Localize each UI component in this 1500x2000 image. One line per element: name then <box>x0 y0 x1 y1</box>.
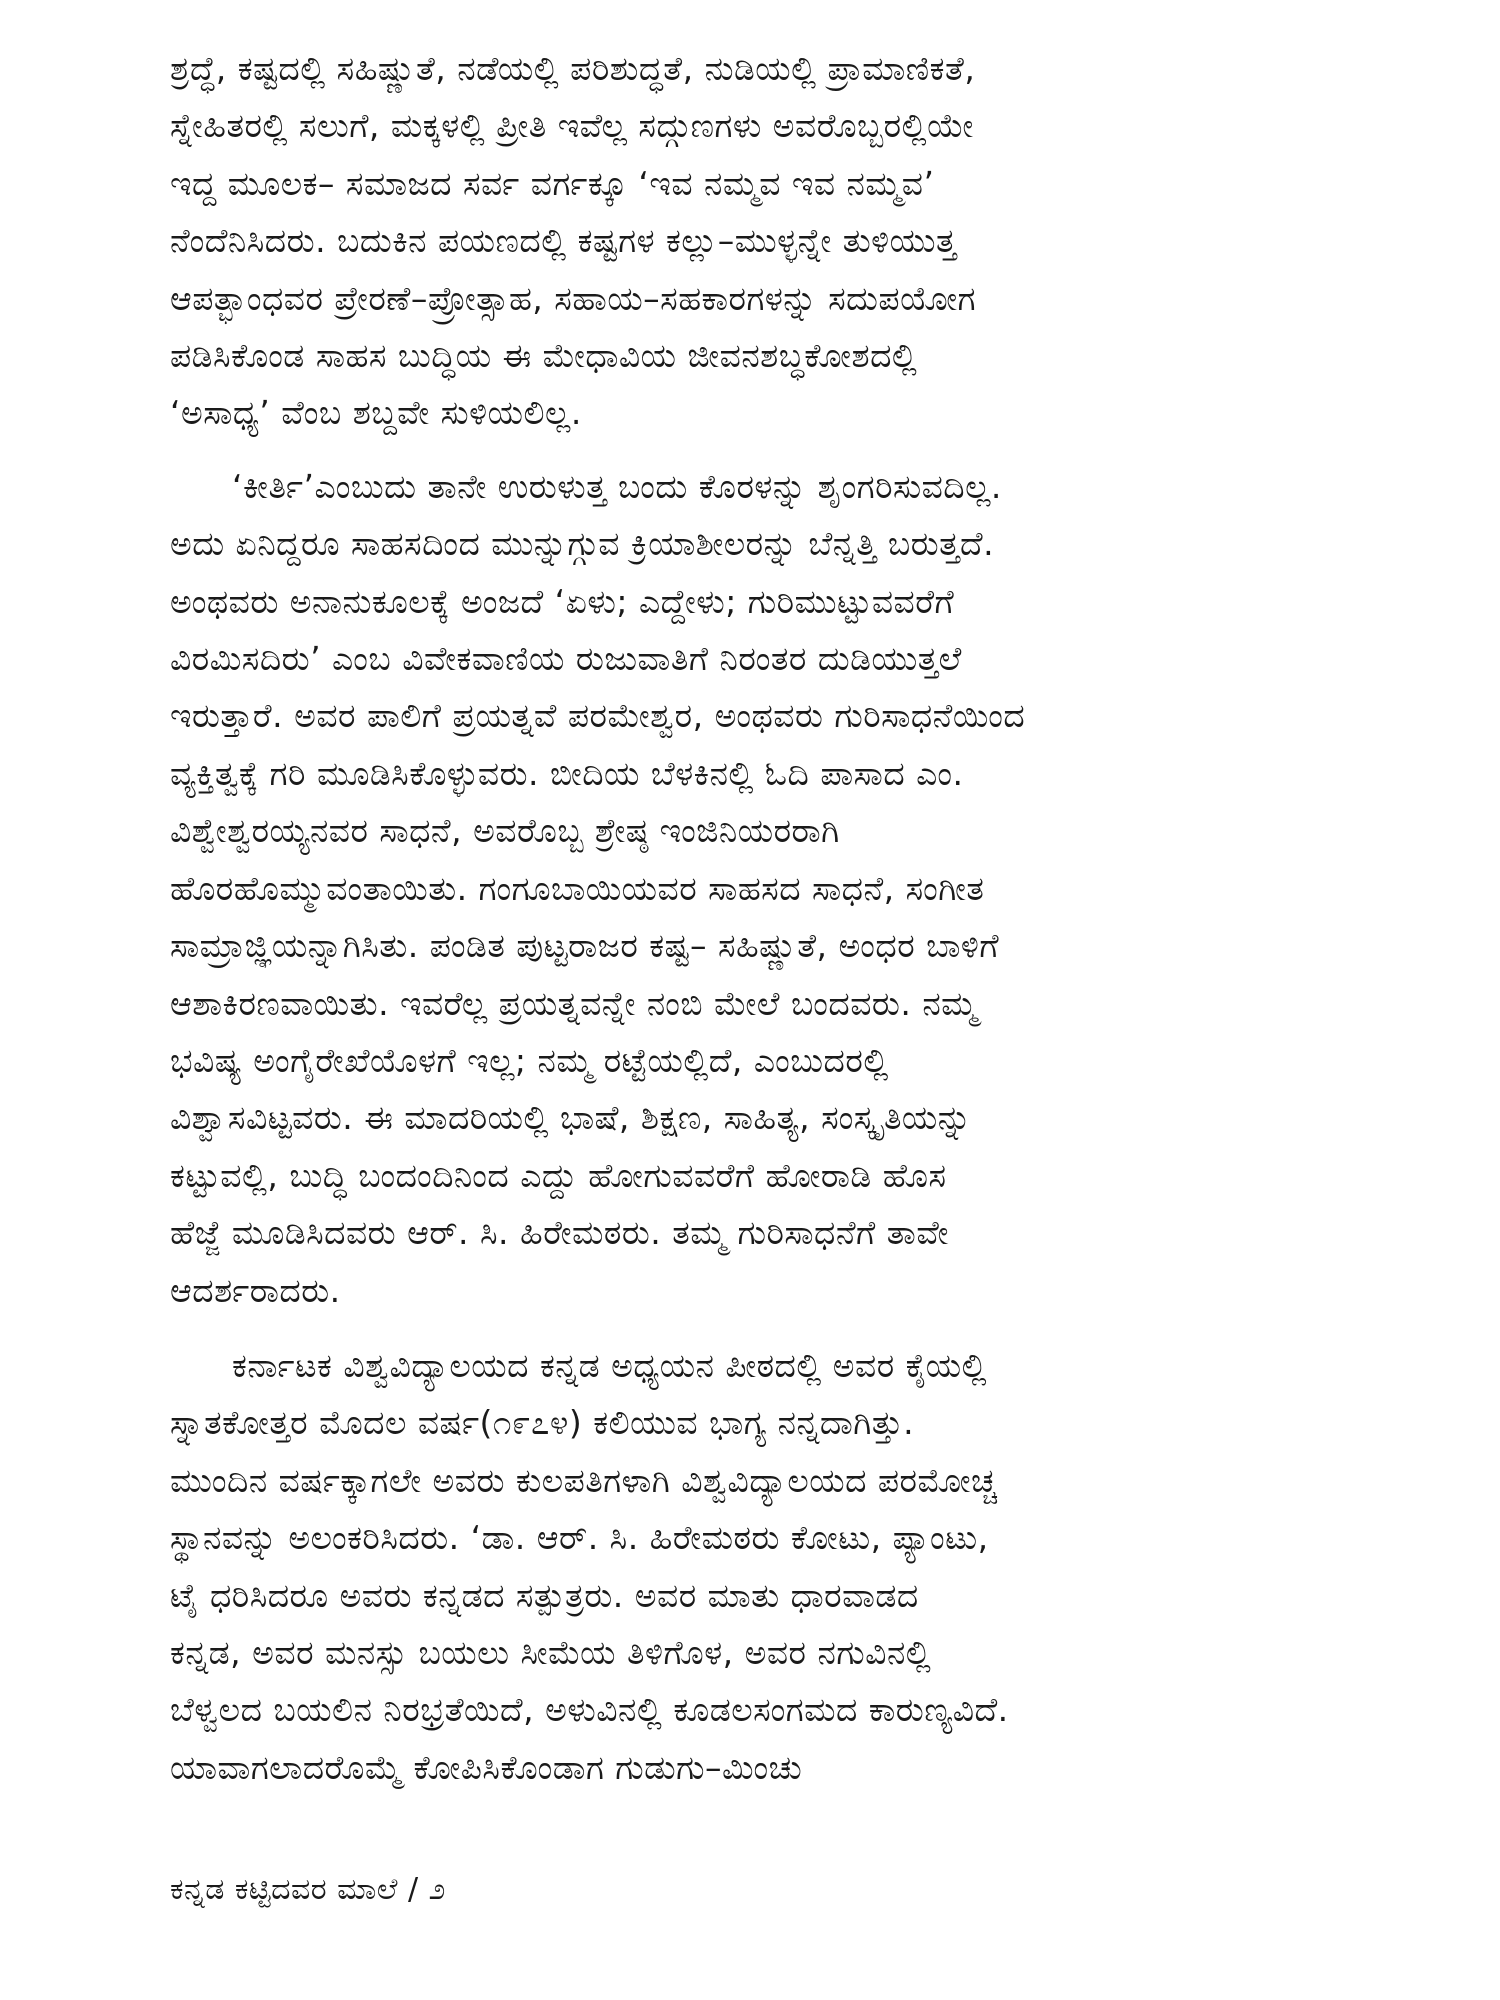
page-footer: ಕನ್ನಡ ಕಟ್ಟಿದವರ ಮಾಲೆ / ೨ <box>170 1872 446 1907</box>
text-line: ಮುಂದಿನ ವರ್ಷಕ್ಕಾಗಲೇ ಅವರು ಕುಲಪತಿಗಳಾಗಿ ವಿಶ್ವವಿದ್ಯಾಲಯದ ಪರಮೋಚ್ಚ <box>170 1460 998 1500</box>
text-line: ಸ್ನಾತಕೋತ್ತರ ಮೊದಲ ವರ್ಷ(೧೯೭೪) ಕಲಿಯುವ ಭಾಗ್ಯ ನನ್ನದಾಗಿತ್ತು. <box>170 1403 915 1443</box>
text-line: ವಿರಮಿಸದಿರು’ ಎಂಬ ವಿವೇಕವಾಣಿಯ ರುಜುವಾತಿಗೆ ನಿರಂತರ ದುಡಿಯುತ್ತಲೆ <box>170 639 962 679</box>
text-line: ಸ್ಥಾನವನ್ನು ಅಲಂಕರಿಸಿದರು. ‘ಡಾ. ಆರ್. ಸಿ. ಹಿರೇಮಠರು ಕೋಟು, ಪ್ಯಾಂಟು, <box>170 1518 989 1558</box>
text-line: ಹೊರಹೊಮ್ಮುವಂತಾಯಿತು. ಗಂಗೂಬಾಯಿಯವರ ಸಾಹಸದ ಸಾಧನೆ, ಸಂಗೀತ <box>170 868 985 908</box>
paragraph-3 <box>170 1337 1330 1796</box>
text-line: ಸಾಮ್ರಾಜ್ಞಿಯನ್ನಾಗಿಸಿತು. ಪಂಡಿತ ಪುಟ್ಟರಾಜರ ಕಷ್ಟ– ಸಹಿಷ್ಣುತೆ, ಅಂಧರ ಬಾಳಿಗೆ <box>170 926 1000 966</box>
body-text <box>170 40 1330 1796</box>
text-line: ಯಾವಾಗಲಾದರೊಮ್ಮೆ ಕೋಪಿಸಿಕೊಂಡಾಗ ಗುಡುಗು–ಮಿಂಚು <box>170 1747 803 1787</box>
text-line: ಬೆಳ್ವಲದ ಬಯಲಿನ ನಿರಭ್ರತೆಯಿದೆ, ಅಳುವಿನಲ್ಲಿ ಕೂಡಲಸಂಗಮದ ಕಾರುಣ್ಯವಿದೆ. <box>170 1690 1009 1730</box>
text-line: ‘ಅಸಾಧ್ಯ’ ವೆಂಬ ಶಬ್ದವೇ ಸುಳಿಯಲಿಲ್ಲ. <box>170 393 582 433</box>
text-line: ಪಡಿಸಿಕೊಂಡ ಸಾಹಸ ಬುದ್ಧಿಯ ಈ ಮೇಧಾವಿಯ ಜೀವನಶಬ್ಧಕೋಶದಲ್ಲಿ <box>170 336 918 376</box>
text-line: ಭವಿಷ್ಯ ಅಂಗೈರೇಖೆಯೊಳಗೆ ಇಲ್ಲ; ನಮ್ಮ ರಟ್ಟೆಯಲ್ಲಿದೆ, ಎಂಬುದರಲ್ಲಿ <box>170 1040 889 1080</box>
text-line: ಟೈ ಧರಿಸಿದರೂ ಅವರು ಕನ್ನಡದ ಸತ್ಪುತ್ರರು. ಅವರ ಮಾತು ಧಾರವಾಡದ <box>170 1575 919 1615</box>
document-page <box>170 40 1330 1960</box>
text-line: ವಿಶ್ವೇಶ್ವರಯ್ಯನವರ ಸಾಧನೆ, ಅವರೊಬ್ಬ ಶ್ರೇಷ್ಠ ಇಂಜಿನಿಯರರಾಗಿ <box>170 811 840 851</box>
text-line: ಅದು ಏನಿದ್ದರೂ ಸಾಹಸದಿಂದ ಮುನ್ನುಗ್ಗುವ ಕ್ರಿಯಾಶೀಲರನ್ನು ಬೆನ್ನತ್ತಿ ಬರುತ್ತದೆ. <box>170 524 995 564</box>
text-line: ಶ್ರದ್ಧೆ, ಕಷ್ಟದಲ್ಲಿ ಸಹಿಷ್ಣುತೆ, ನಡೆಯಲ್ಲಿ ಪರಿಶುದ್ಧತೆ, ನುಡಿಯಲ್ಲಿ ಪ್ರಾಮಾಣಿಕತೆ, <box>170 49 976 88</box>
text-line: ಅಂಥವರು ಅನಾನುಕೂಲಕ್ಕೆ ಅಂಜದೆ ‘ಏಳು; ಎದ್ದೇಳು; ಗುರಿಮುಟ್ಟುವವರೆಗೆ <box>170 581 955 621</box>
paragraph-2 <box>170 458 1330 1319</box>
text-line: ಇರುತ್ತಾರೆ. ಅವರ ಪಾಲಿಗೆ ಪ್ರಯತ್ನವೆ ಪರಮೇಶ್ವರ, ಅಂಥವರು ಗುರಿಸಾಧನೆಯಿಂದ <box>170 696 1026 736</box>
text-line: ಕಟ್ಟುವಲ್ಲಿ, ಬುದ್ಧಿ ಬಂದಂದಿನಿಂದ ಎದ್ದು ಹೋಗುವವರೆಗೆ ಹೋರಾಡಿ ಹೊಸ <box>170 1155 947 1195</box>
text-line: ಸ್ನೇಹಿತರಲ್ಲಿ ಸಲುಗೆ, ಮಕ್ಕಳಲ್ಲಿ ಪ್ರೀತಿ ಇವೆಲ್ಲ ಸದ್ಗುಣಗಳು ಅವರೊಬ್ಬರಲ್ಲಿಯೇ <box>170 106 974 146</box>
paragraph-1 <box>170 40 1330 442</box>
text-line: ‘ಕೀರ್ತಿ’ಎಂಬುದು ತಾನೇ ಉರುಳುತ್ತ ಬಂದು ಕೊರಳನ್ನು ಶೃಂಗರಿಸುವದಿಲ್ಲ. <box>232 466 1002 506</box>
text-line: ಹೆಜ್ಜೆ ಮೂಡಿಸಿದವರು ಆರ್. ಸಿ. ಹಿರೇಮಠರು. ತಮ್ಮ ಗುರಿಸಾಧನೆಗೆ ತಾವೇ <box>170 1213 949 1253</box>
text-line: ಆಶಾಕಿರಣವಾಯಿತು. ಇವರೆಲ್ಲ ಪ್ರಯತ್ನವನ್ನೇ ನಂಬಿ ಮೇಲೆ ಬಂದವರು. ನಮ್ಮ <box>170 983 978 1023</box>
text-line: ಕನ್ನಡ, ಅವರ ಮನಸ್ಸು ಬಯಲು ಸೀಮೆಯ ತಿಳಿಗೊಳ, ಅವರ ನಗುವಿನಲ್ಲಿ <box>170 1632 932 1672</box>
text-line: ಆಪತ್ಭಾಂಧವರ ಪ್ರೇರಣೆ–ಪ್ರೋತ್ಸಾಹ, ಸಹಾಯ–ಸಹಕಾರಗಳನ್ನು ಸದುಪಯೋಗ <box>170 278 976 318</box>
text-line: ವಿಶ್ವಾಸವಿಟ್ಟವರು. ಈ ಮಾದರಿಯಲ್ಲಿ ಭಾಷೆ, ಶಿಕ್ಷಣ, ಸಾಹಿತ್ಯ, ಸಂಸ್ಕೃತಿಯನ್ನು <box>170 1098 972 1138</box>
text-line: ಕರ್ನಾಟಕ ವಿಶ್ವವಿದ್ಯಾಲಯದ ಕನ್ನಡ ಅಧ್ಯಯನ ಪೀಠದಲ್ಲಿ ಅವರ ಕೈಯಲ್ಲಿ <box>232 1345 988 1385</box>
text-line: ವ್ಯಕ್ತಿತ್ವಕ್ಕೆ ಗರಿ ಮೂಡಿಸಿಕೊಳ್ಳುವರು. ಬೀದಿಯ ಬೆಳಕಿನಲ್ಲಿ ಓದಿ ಪಾಸಾದ ಎಂ. <box>170 753 964 793</box>
text-line: ಇದ್ದ ಮೂಲಕ– ಸಮಾಜದ ಸರ್ವ ವರ್ಗಕ್ಕೂ ‘ಇವ ನಮ್ಮವ ಇವ ನಮ್ಮವ’ <box>170 163 935 203</box>
text-line: ಆದರ್ಶರಾದರು. <box>170 1270 341 1310</box>
text-line: ನೆಂದೆನಿಸಿದರು. ಬದುಕಿನ ಪಯಣದಲ್ಲಿ ಕಷ್ಟಗಳ ಕಲ್ಲು–ಮುಳ್ಳನ್ನೇ ತುಳಿಯುತ್ತ <box>170 221 957 261</box>
